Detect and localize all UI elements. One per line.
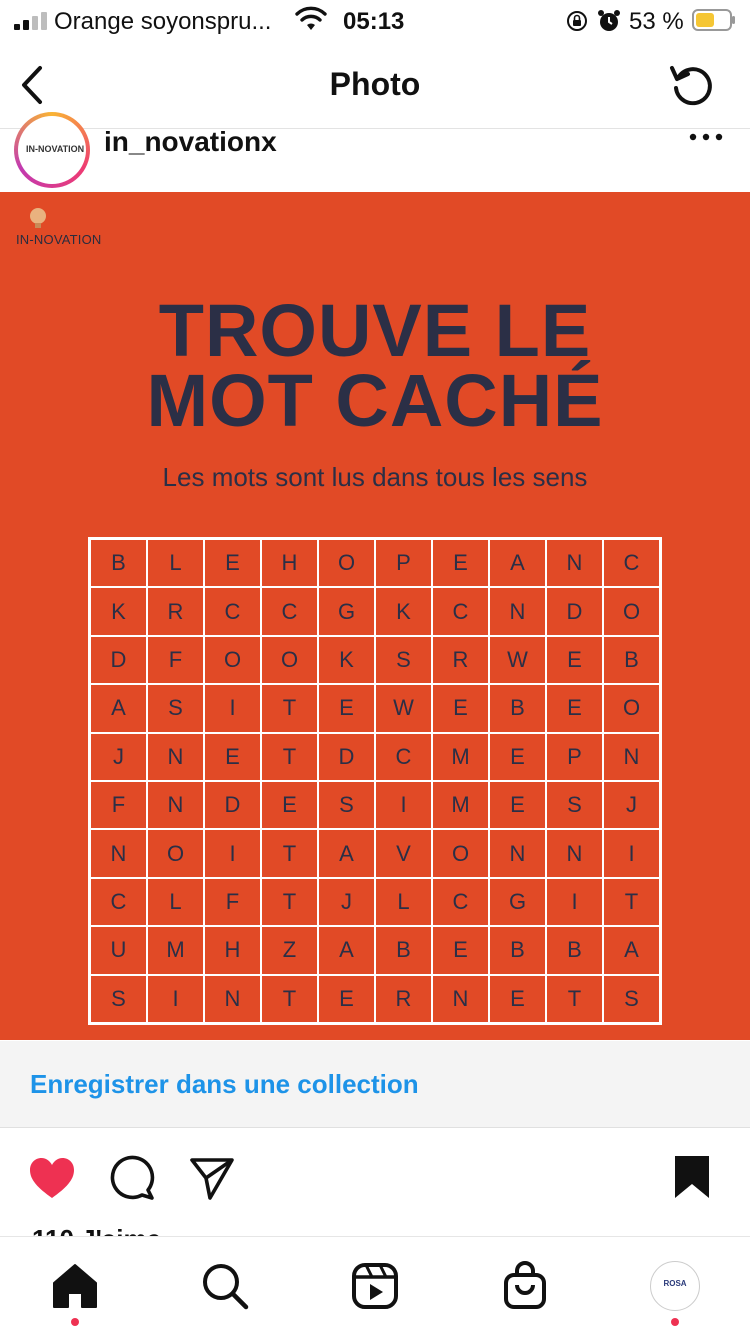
- nav-bar: [0, 44, 750, 129]
- grid-cell: M: [432, 781, 489, 829]
- grid-cell: N: [489, 829, 546, 877]
- page-title: Photo: [329, 66, 421, 102]
- grid-cell: C: [261, 587, 318, 635]
- alarm-icon: [597, 9, 621, 33]
- grid-cell: N: [90, 829, 147, 877]
- grid-cell: R: [432, 636, 489, 684]
- grid-cell: O: [261, 636, 318, 684]
- heart-icon[interactable]: [28, 1156, 76, 1200]
- refresh-icon[interactable]: [666, 58, 718, 110]
- grid-cell: F: [90, 781, 147, 829]
- signal-icon: [14, 12, 48, 30]
- grid-cell: L: [375, 878, 432, 926]
- grid-cell: C: [432, 587, 489, 635]
- grid-cell: C: [90, 878, 147, 926]
- grid-cell: W: [375, 684, 432, 732]
- grid-cell: W: [489, 636, 546, 684]
- grid-cell: S: [546, 781, 603, 829]
- grid-cell: V: [375, 829, 432, 877]
- grid-cell: N: [546, 829, 603, 877]
- grid-cell: Z: [261, 926, 318, 974]
- grid-cell: K: [318, 636, 375, 684]
- grid-cell: E: [546, 636, 603, 684]
- grid-cell: A: [489, 539, 546, 587]
- grid-cell: E: [204, 733, 261, 781]
- wifi-icon: [296, 8, 326, 32]
- avatar-image: [18, 116, 86, 184]
- battery-icon: [692, 8, 736, 32]
- brand-logo: [16, 206, 126, 250]
- grid-cell: B: [90, 539, 147, 587]
- grid-cell: T: [603, 878, 660, 926]
- profile-avatar[interactable]: [650, 1261, 700, 1311]
- shop-icon[interactable]: [500, 1261, 550, 1311]
- grid-cell: E: [489, 733, 546, 781]
- grid-cell: D: [318, 733, 375, 781]
- grid-cell: E: [489, 781, 546, 829]
- grid-cell: C: [204, 587, 261, 635]
- grid-cell: E: [318, 684, 375, 732]
- grid-cell: S: [603, 975, 660, 1023]
- grid-cell: C: [432, 878, 489, 926]
- bookmark-icon[interactable]: [672, 1154, 712, 1200]
- grid-cell: O: [603, 684, 660, 732]
- grid-cell: S: [90, 975, 147, 1023]
- home-icon[interactable]: [50, 1261, 100, 1311]
- save-to-collection-bar[interactable]: [0, 1041, 750, 1128]
- grid-cell: B: [603, 636, 660, 684]
- grid-cell: B: [546, 926, 603, 974]
- save-to-collection-link[interactable]: Enregistrer dans une collection: [30, 1069, 419, 1099]
- grid-cell: L: [147, 539, 204, 587]
- profile-notification-dot: [671, 1318, 679, 1326]
- grid-cell: R: [147, 587, 204, 635]
- grid-cell: S: [147, 684, 204, 732]
- username[interactable]: in_novationx: [104, 126, 277, 157]
- profile-avatar-text: ROSA: [663, 1279, 687, 1288]
- grid-cell: C: [375, 733, 432, 781]
- grid-cell: I: [204, 684, 261, 732]
- grid-cell: K: [375, 587, 432, 635]
- brand-text: IN-NOVATION: [16, 232, 102, 247]
- grid-cell: K: [90, 587, 147, 635]
- grid-cell: O: [318, 539, 375, 587]
- grid-cell: N: [147, 733, 204, 781]
- grid-cell: B: [489, 684, 546, 732]
- grid-cell: H: [204, 926, 261, 974]
- grid-cell: G: [489, 878, 546, 926]
- search-icon[interactable]: [200, 1261, 250, 1311]
- brain-lightbulb-icon: [26, 206, 50, 230]
- post-image[interactable]: [0, 192, 750, 1040]
- grid-cell: T: [261, 684, 318, 732]
- grid-cell: O: [603, 587, 660, 635]
- grid-cell: A: [318, 829, 375, 877]
- grid-cell: I: [147, 975, 204, 1023]
- grid-cell: P: [375, 539, 432, 587]
- grid-cell: N: [603, 733, 660, 781]
- grid-cell: N: [489, 587, 546, 635]
- avatar[interactable]: [14, 112, 90, 188]
- carrier-name: Orange soyonspru...: [54, 8, 272, 35]
- more-options-icon[interactable]: [688, 130, 724, 144]
- grid-cell: E: [432, 926, 489, 974]
- reels-icon[interactable]: [350, 1261, 400, 1311]
- grid-cell: I: [546, 878, 603, 926]
- grid-cell: N: [147, 781, 204, 829]
- grid-cell: E: [261, 781, 318, 829]
- grid-cell: H: [261, 539, 318, 587]
- grid-cell: I: [375, 781, 432, 829]
- grid-cell: J: [90, 733, 147, 781]
- grid-cell: S: [318, 781, 375, 829]
- word-search-grid: [88, 537, 662, 1025]
- share-icon[interactable]: [188, 1156, 236, 1200]
- grid-cell: E: [489, 975, 546, 1023]
- grid-cell: O: [204, 636, 261, 684]
- grid-cell: A: [318, 926, 375, 974]
- comment-icon[interactable]: [108, 1154, 156, 1202]
- grid-cell: T: [261, 975, 318, 1023]
- grid-cell: E: [432, 684, 489, 732]
- grid-cell: G: [318, 587, 375, 635]
- grid-cell: E: [546, 684, 603, 732]
- status-bar: [0, 0, 750, 42]
- grid-cell: N: [204, 975, 261, 1023]
- grid-cell: A: [603, 926, 660, 974]
- orientation-lock-icon: [566, 10, 588, 32]
- grid-cell: P: [546, 733, 603, 781]
- grid-cell: R: [375, 975, 432, 1023]
- grid-cell: F: [147, 636, 204, 684]
- grid-cell: N: [546, 539, 603, 587]
- headline-line-1: TROUVE LE: [158, 289, 592, 372]
- clock-time: 05:13: [343, 8, 405, 35]
- grid-cell: O: [147, 829, 204, 877]
- grid-cell: J: [603, 781, 660, 829]
- grid-cell: S: [375, 636, 432, 684]
- home-notification-dot: [71, 1318, 79, 1326]
- avatar-logo-text: IN-NOVATION: [26, 144, 85, 154]
- grid-cell: J: [318, 878, 375, 926]
- grid-cell: E: [432, 539, 489, 587]
- grid-cell: D: [90, 636, 147, 684]
- grid-cell: D: [546, 587, 603, 635]
- grid-cell: B: [489, 926, 546, 974]
- grid-cell: E: [318, 975, 375, 1023]
- grid-cell: O: [432, 829, 489, 877]
- grid-cell: I: [603, 829, 660, 877]
- puzzle-subtitle: Les mots sont lus dans tous les sens: [162, 462, 588, 492]
- grid-cell: T: [261, 733, 318, 781]
- grid-cell: B: [375, 926, 432, 974]
- grid-cell: T: [546, 975, 603, 1023]
- post-header: [0, 128, 750, 190]
- post-actions: [0, 1128, 750, 1236]
- bottom-tab-bar: [0, 1236, 750, 1335]
- grid-cell: I: [204, 829, 261, 877]
- grid-cell: A: [90, 684, 147, 732]
- grid-cell: E: [204, 539, 261, 587]
- grid-cell: M: [147, 926, 204, 974]
- grid-cell: L: [147, 878, 204, 926]
- grid-cell: D: [204, 781, 261, 829]
- grid-cell: T: [261, 829, 318, 877]
- headline-line-2: MOT CACHÉ: [146, 359, 604, 442]
- grid-cell: U: [90, 926, 147, 974]
- grid-cell: M: [432, 733, 489, 781]
- grid-cell: N: [432, 975, 489, 1023]
- battery-percent: 53 %: [629, 8, 684, 35]
- grid-cell: F: [204, 878, 261, 926]
- grid-cell: T: [261, 878, 318, 926]
- grid-cell: C: [603, 539, 660, 587]
